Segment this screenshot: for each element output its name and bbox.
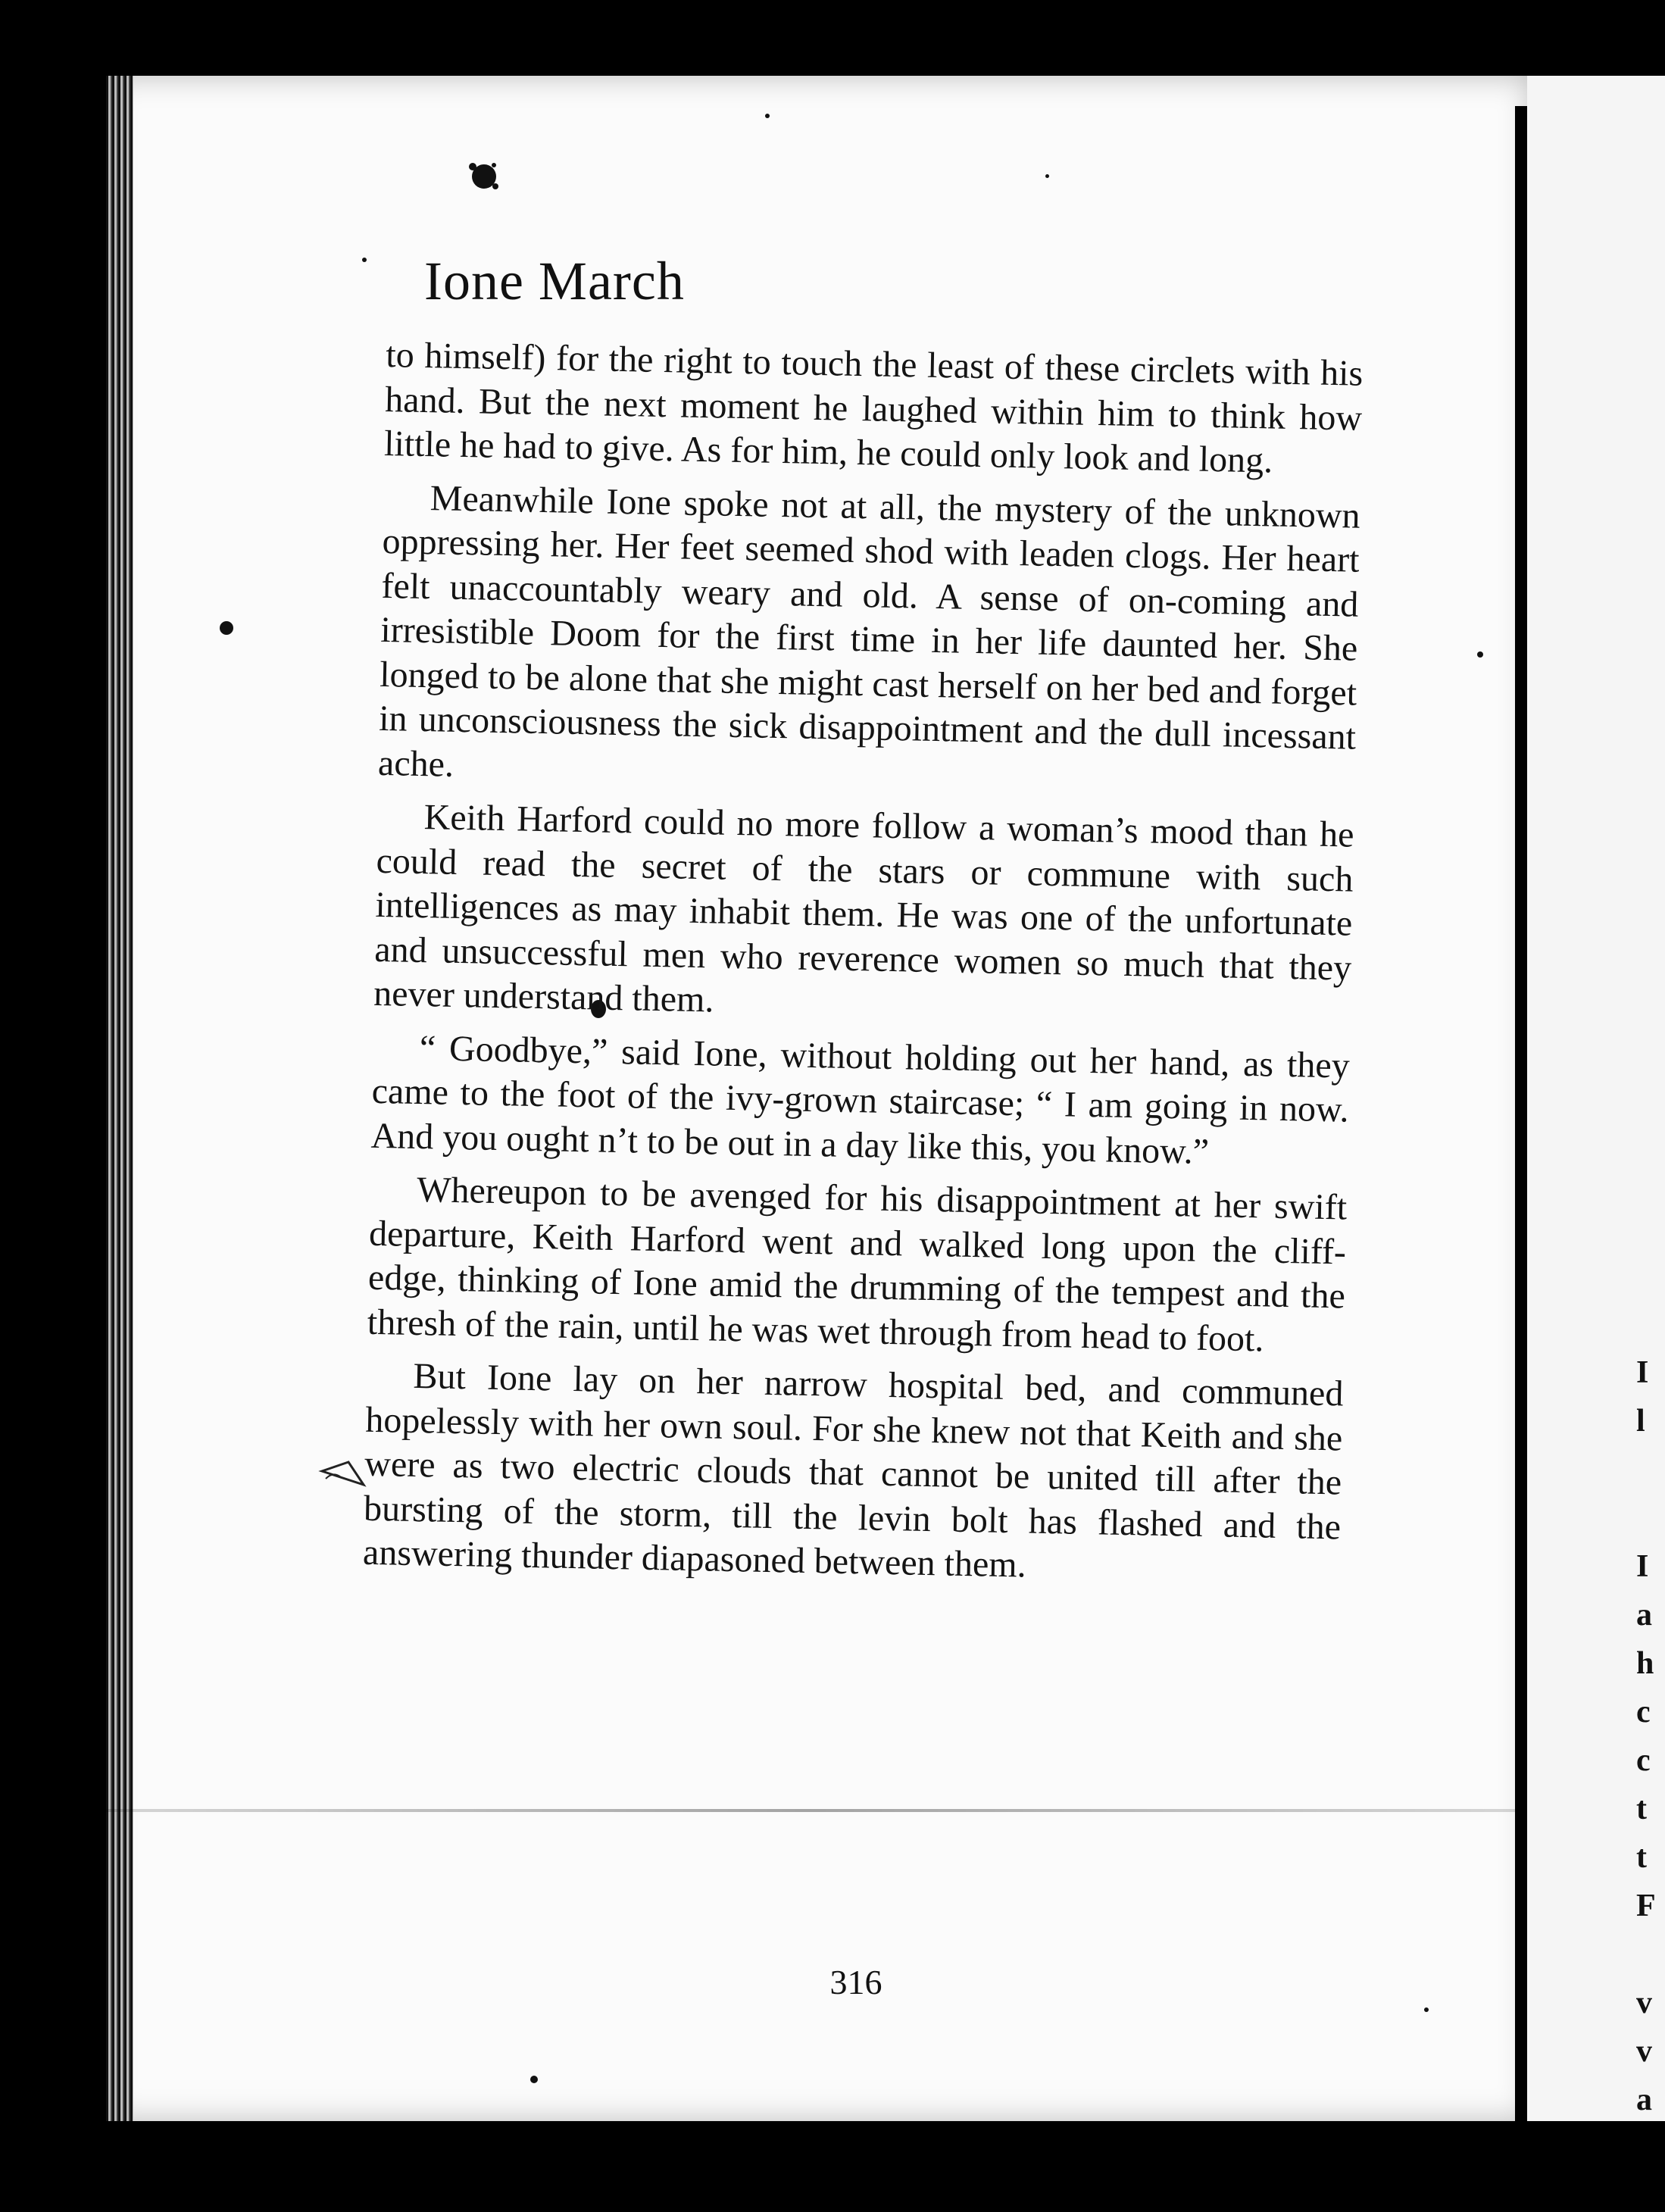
page-stack-edge bbox=[106, 76, 133, 2121]
scan-speck bbox=[220, 621, 233, 635]
adjacent-letter: t bbox=[1636, 1840, 1647, 1875]
adjacent-letter: v bbox=[1636, 1985, 1652, 2020]
adjacent-letter: h bbox=[1636, 1646, 1654, 1681]
running-head: Ione March bbox=[424, 251, 685, 311]
scan-speck bbox=[1045, 174, 1049, 178]
adjacent-letter bbox=[1636, 1930, 1665, 1979]
ink-blot-icon bbox=[464, 156, 504, 197]
body-text bbox=[362, 333, 1363, 1603]
paragraph: “ Goodbye,” said Ione, without holding out her hand, as they came to the foot of the ivy-grown staircase; “ I am going in now. And you ought n’t to be out in a day like this, you know.” bbox=[370, 1027, 1351, 1172]
scan-speck bbox=[1477, 651, 1483, 658]
adjacent-letter bbox=[1636, 1494, 1665, 1542]
adjacent-letter: c bbox=[1636, 1743, 1651, 1778]
adjacent-page-letters bbox=[1636, 1348, 1665, 2124]
adjacent-letter: I bbox=[1636, 1355, 1649, 1390]
page-number: 316 bbox=[829, 1963, 882, 2001]
adjacent-letter: v bbox=[1636, 2034, 1652, 2069]
adjacent-letter bbox=[1636, 1445, 1665, 1494]
paragraph: Keith Harford could no more follow a woman’s mood than he could read the secret of the stars or commune with such intelligences as may inhabit them. He was one of the unfortunate and unsuccessful men who reverence women so much that they never understand them. bbox=[373, 797, 1355, 1020]
paragraph: Meanwhile Ione spoke not at all, the mystery of the unknown oppressing her. Her feet seemed shod with leaden clogs. Her heart felt unaccountably weary and old. A sense of on-coming and irresistible Doom for the first time in her life daunted her. She longed to be alone that she might cast herself on her bed and forget in unconsciousness the sick disappointment and the dull incessant ache. bbox=[377, 477, 1361, 785]
paragraph: Whereupon to be avenged for his disappointment at her swift departure, Keith Harford went and walked long upon the cliff-edge, thinking of Ione amid the drumming of the tempest and the thresh of the rain, until he was wet through from head to foot. bbox=[367, 1169, 1348, 1359]
adjacent-letter: I bbox=[1636, 1549, 1649, 1584]
binding-gutter bbox=[1515, 106, 1527, 2121]
adjacent-letter: F bbox=[1636, 1889, 1656, 1923]
paragraph: But Ione lay on her narrow hospital bed, and communed hopelessly with her own soul. For she knew not that Keith and she were as two electric clouds that cannot be united till after the bursting of the storm, till the levin bolt has flashed and the answering thunder diapasoned between them. bbox=[362, 1355, 1344, 1586]
scan-speck bbox=[530, 2076, 538, 2083]
scan-speck bbox=[362, 258, 367, 262]
scan-scratch-line bbox=[106, 1809, 1515, 1812]
paragraph: to himself) for the right to touch the least of these circlets with his hand. But the next moment he laughed within him to think how little he had to give. As for him, he could only look and long. bbox=[383, 334, 1364, 481]
adjacent-letter: t bbox=[1636, 1792, 1647, 1826]
scan-speck bbox=[1424, 2007, 1429, 2012]
adjacent-letter: a bbox=[1636, 2082, 1652, 2117]
adjacent-letter: a bbox=[1636, 1598, 1652, 1632]
adjacent-letter: l bbox=[1636, 1404, 1645, 1439]
adjacent-letter: c bbox=[1636, 1695, 1651, 1729]
scan-speck bbox=[765, 114, 770, 118]
